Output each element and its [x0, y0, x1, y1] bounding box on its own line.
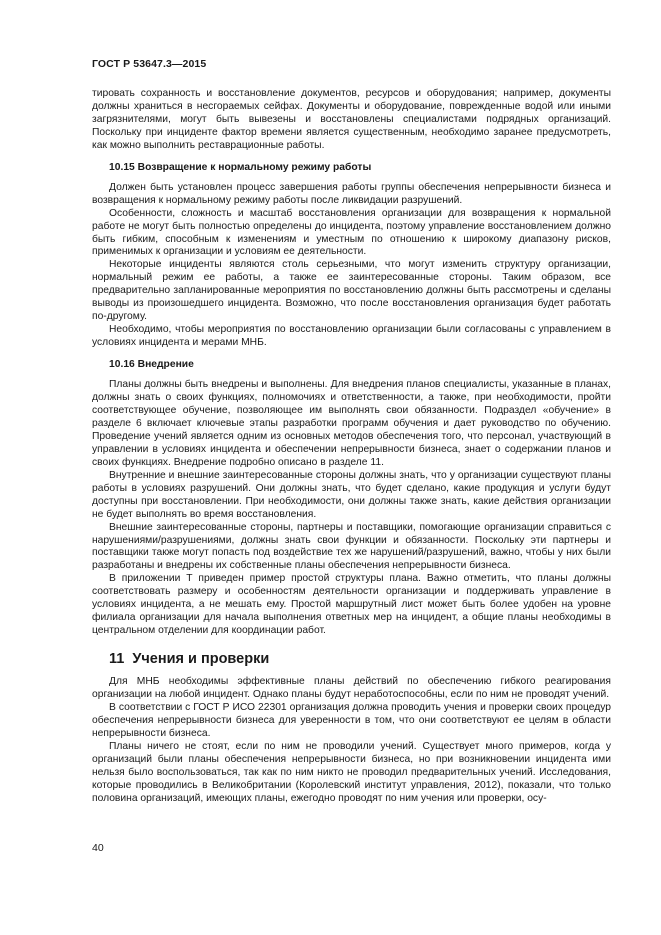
document-header: ГОСТ Р 53647.3—2015: [92, 58, 207, 70]
section-10-16-heading: 10.16 Внедрение: [109, 359, 194, 371]
section-10-15-heading: 10.15 Возвращение к нормальному режиму работы: [109, 161, 372, 173]
paragraph: Особенности, сложность и масштаб восстановления организации для возвращения к нормальной работе не могут быть полностью определены до инцидента, поэтому управление восстановлением должно быть гибким, способным к изменениям и уместным по отношению к широкому диапазону рисков, применимых к организации и условиям ее деятельности.: [92, 207, 611, 258]
page-body: [92, 88, 611, 806]
paragraph: В приложении Т приведен пример простой структуры плана. Важно отметить, что планы должны соответствовать размеру и особенностям деятельности организации и поддерживать управление в условиях инцидента, а не мешать ему. Простой маршрутный лист может быть более удобен на уровне филиала организации для начала выполнения ответных мер на инцидент, а общие планы необходимы в центральном отделении для координации работ.: [92, 573, 611, 637]
paragraph: В соответствии с ГОСТ Р ИСО 22301 организация должна проводить учения и проверки своих процедур обеспечения непрерывности бизнеса для уверенности в том, что они соответствуют ее целям в области непрерывности бизнеса.: [92, 701, 611, 739]
paragraph: Должен быть установлен процесс завершения работы группы обеспечения непрерывности бизнеса и возвращения к нормальному режиму работы после ликвидации разрушений.: [92, 181, 611, 206]
paragraph: Внешние заинтересованные стороны, партнеры и поставщики, помогающие организации справиться с нарушениями/разрушениями, должны знать свои функции и обязанности. Поскольку эти партнеры и поставщики также могут попасть под воздействие тех же нарушений/разрушений, важно, чтобы у них были разработаны и внедрены их собственные планы обеспечения непрерывности бизнеса.: [92, 521, 611, 572]
section-11-number: 11: [109, 651, 125, 668]
paragraph: Планы должны быть внедрены и выполнены. Для внедрения планов специалисты, указанные в планах, должны знать о своих функциях, полномочиях и ответственности, а также, при необходимости, пройти соответствующее обучение, позволяющее им выполнять свои обязанности. Подраздел «обучение» в разделе 6 включает ключевые этапы разработки программ обучения и дает руководство по обучению. Проведение учений является одним из основных методов обеспечения того, что персонал, участвующий в управлении в условиях инцидента и обеспечении непрерывности бизнеса, знает о содержании планов и своих функциях. Внедрение подробно описано в разделе 11.: [92, 379, 611, 468]
paragraph: Планы ничего не стоят, если по ним не проводили учений. Существует много примеров, когда у организаций были планы обеспечения непрерывности бизнеса, но при возникновении инцидента ими нельзя было воспользоваться, так как по ним никто не проводил предварительных учений. Исследования, которые проводились в Великобритании (Королевский институт управления, 2012), показали, что только половина организаций, имеющих планы, ежегодно проводят по ним учения или проверки, осу-: [92, 740, 611, 804]
paragraph: Внутренние и внешние заинтересованные стороны должны знать, что у организации существуют планы работы в условиях разрушений. Они должны знать, что будет сделано, какие продукция и услуги будут доступны при восстановлении. При необходимости, они должны также знать, какие действия организации не будет выполнять во время восстановления.: [92, 469, 611, 520]
paragraph: Для МНБ необходимы эффективные планы действий по обеспечению гибкого реагирования организации на любой инцидент. Однако планы будут неработоспособны, если по ним не проводят учений.: [92, 676, 611, 701]
page-number: 40: [92, 842, 104, 854]
paragraph: Некоторые инциденты являются столь серьезными, что могут изменить структуру организации, нормальный режим ее работы, а также ее заинтересованные стороны. Таким образом, все предварительно запланированные мероприятия по восстановлению должны быть рассмотрены и сделаны выводы из произошедшего инцидента. Возможно, что после восстановления организация будет работать по-другому.: [92, 259, 611, 323]
paragraph: Необходимо, чтобы мероприятия по восстановлению организации были согласованы с управлением в условиях инцидента и мерами МНБ.: [92, 324, 611, 349]
section-11-heading: [92, 653, 611, 666]
intro-paragraph: тировать сохранность и восстановление документов, ресурсов и оборудования; например, документы должны храниться в несгораемых сейфах. Документы и оборудование, поврежденные водой или иными загрязнителями, могут быть вывезены и восстановлены специалистами подрядных организаций. Поскольку при инциденте фактор времени является существенным, необходимо заранее предусмотреть, как можно выполнить реставрационные работы.: [92, 88, 611, 151]
section-11-title: Учения и проверки: [132, 651, 270, 668]
